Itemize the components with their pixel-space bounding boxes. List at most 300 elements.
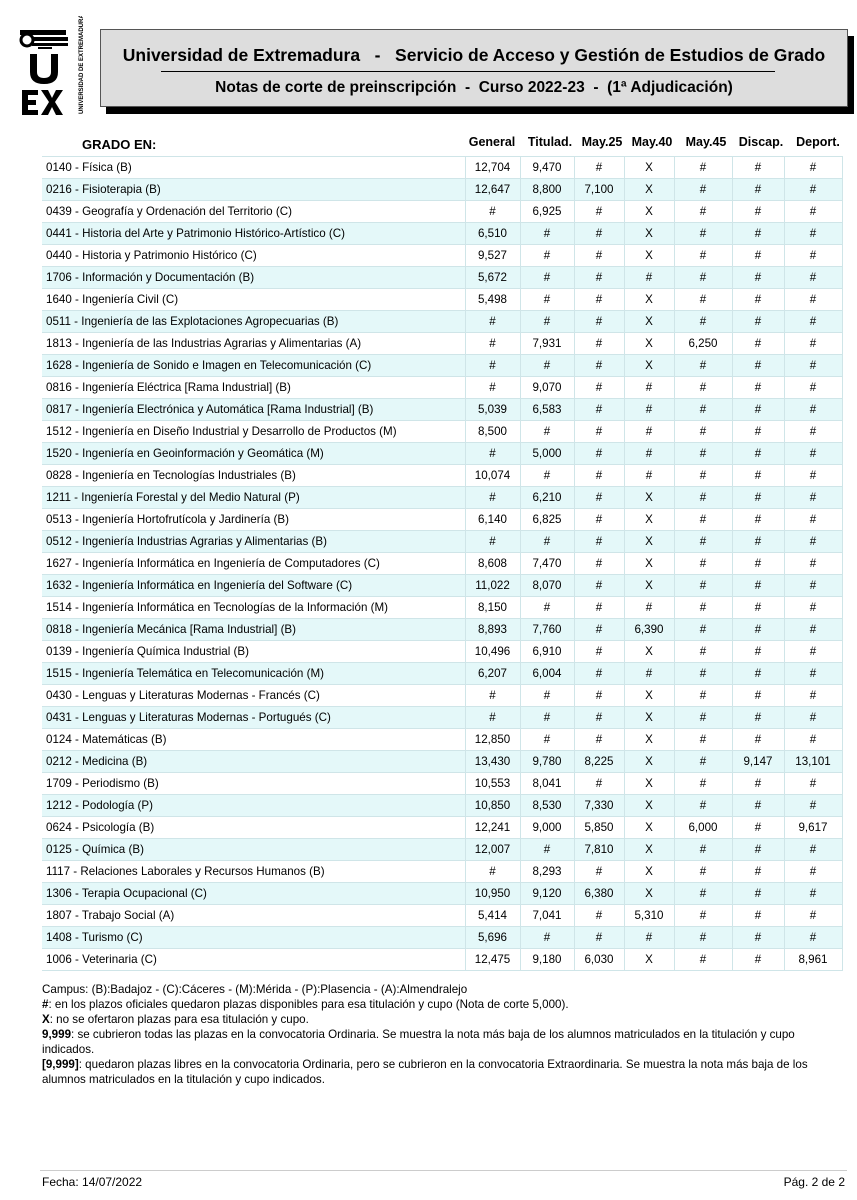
cutoff-cell: # (624, 399, 674, 421)
cutoff-cell: X (624, 861, 674, 883)
cutoff-cell: 6,000 (674, 817, 732, 839)
table-row (42, 685, 842, 707)
table-row (42, 311, 842, 333)
cutoff-cell: # (784, 927, 842, 949)
degree-name: 1512 - Ingeniería en Diseño Industrial y Desarrollo de Productos (M) (42, 421, 465, 443)
cutoff-cell: # (784, 311, 842, 333)
cutoff-cell: X (624, 311, 674, 333)
cutoff-cell: # (520, 685, 574, 707)
cutoff-cell: # (674, 685, 732, 707)
cutoff-cell: # (674, 641, 732, 663)
cutoff-cell: # (465, 685, 520, 707)
table-row (42, 707, 842, 729)
table-row (42, 289, 842, 311)
cutoff-cell: X (624, 553, 674, 575)
cutoff-cell: X (624, 883, 674, 905)
cutoff-cell: # (574, 663, 624, 685)
cutoff-cell: X (624, 839, 674, 861)
cutoff-cell: # (674, 861, 732, 883)
cutoff-cell: # (732, 729, 784, 751)
cutoff-cell: X (624, 949, 674, 971)
cutoff-cell: # (732, 685, 784, 707)
cutoff-cell: # (674, 421, 732, 443)
cutoff-cell: # (574, 267, 624, 289)
cutoff-cell: 12,850 (465, 729, 520, 751)
cutoff-cell: 8,530 (520, 795, 574, 817)
cutoff-cell: 5,414 (465, 905, 520, 927)
cutoff-cell: X (624, 289, 674, 311)
cutoff-cell: # (674, 355, 732, 377)
cutoff-cell: # (732, 333, 784, 355)
column-headers (42, 131, 846, 155)
cutoff-cell: # (732, 377, 784, 399)
table-row (42, 421, 842, 443)
cutoff-cell: # (624, 663, 674, 685)
cutoff-cell: # (784, 619, 842, 641)
cutoff-cell: # (574, 157, 624, 179)
legend-hash-key: # (42, 998, 49, 1011)
table-row (42, 333, 842, 355)
cutoff-cell: # (732, 861, 784, 883)
cutoff-cell: 6,030 (574, 949, 624, 971)
cutoff-cell: # (574, 333, 624, 355)
cutoff-cell: 10,950 (465, 883, 520, 905)
cutoff-cell: X (624, 157, 674, 179)
table-row (42, 245, 842, 267)
degree-name: 1632 - Ingeniería Informática en Ingeniería del Software (C) (42, 575, 465, 597)
cutoff-cell: # (784, 883, 842, 905)
cutoff-cell: 10,496 (465, 641, 520, 663)
cutoff-cell: # (574, 443, 624, 465)
cutoff-cell: # (465, 861, 520, 883)
cutoff-cell: # (732, 949, 784, 971)
table-row (42, 575, 842, 597)
cutoff-cell: # (674, 795, 732, 817)
cutoff-cell: 6,207 (465, 663, 520, 685)
cutoff-cell: # (574, 619, 624, 641)
cutoff-cell: # (574, 575, 624, 597)
table-row (42, 861, 842, 883)
cutoff-cell: # (624, 267, 674, 289)
cutoff-cell: X (624, 795, 674, 817)
cutoff-cell: 9,000 (520, 817, 574, 839)
cutoff-cell: 6,583 (520, 399, 574, 421)
degree-name: 0124 - Matemáticas (B) (42, 729, 465, 751)
cutoff-cell: 9,470 (520, 157, 574, 179)
cutoff-cell: # (465, 377, 520, 399)
col-general: General (468, 135, 516, 149)
cutoff-cell: # (784, 509, 842, 531)
cutoff-cell: # (520, 355, 574, 377)
cutoff-cell: # (674, 157, 732, 179)
cutoff-cell: # (624, 443, 674, 465)
cutoff-cell: 6,910 (520, 641, 574, 663)
degree-name: 0430 - Lenguas y Literaturas Modernas - Francés (C) (42, 685, 465, 707)
cutoff-cell: # (674, 949, 732, 971)
legend-x-text: : no se ofertaron plazas para esa titulación y cupo. (49, 1013, 309, 1026)
cutoff-cell: # (465, 443, 520, 465)
cutoff-cell: # (784, 289, 842, 311)
cutoff-cell: 6,390 (624, 619, 674, 641)
cutoff-cell: X (624, 575, 674, 597)
table-row (42, 751, 842, 773)
cutoff-cell: # (674, 839, 732, 861)
cutoff-cell: # (574, 553, 624, 575)
cutoff-cell: 9,780 (520, 751, 574, 773)
cutoff-cell: 9,147 (732, 751, 784, 773)
cutoff-cell: 11,022 (465, 575, 520, 597)
cutoff-cell: 5,310 (624, 905, 674, 927)
cutoff-cell: # (784, 201, 842, 223)
degree-name: 1514 - Ingeniería Informática en Tecnologías de la Información (M) (42, 597, 465, 619)
table-row (42, 355, 842, 377)
cutoff-cell: # (732, 575, 784, 597)
cutoff-cell: # (732, 443, 784, 465)
cutoff-cell: 10,850 (465, 795, 520, 817)
cutoff-cell: 12,704 (465, 157, 520, 179)
table-row (42, 465, 842, 487)
cutoff-cell: # (574, 641, 624, 663)
cutoff-cell: # (732, 421, 784, 443)
degree-name: 1709 - Periodismo (B) (42, 773, 465, 795)
degree-name: 0216 - Fisioterapia (B) (42, 179, 465, 201)
cutoff-cell: # (674, 663, 732, 685)
cutoff-cell: # (520, 421, 574, 443)
degree-name: 0440 - Historia y Patrimonio Histórico (C) (42, 245, 465, 267)
cutoff-cell: # (674, 311, 732, 333)
cutoff-cell: # (465, 201, 520, 223)
cutoff-cell: # (784, 795, 842, 817)
cutoff-cell: 6,004 (520, 663, 574, 685)
cutoff-cell: 8,150 (465, 597, 520, 619)
legend-x-key: X (42, 1013, 50, 1026)
cutoff-cell: # (732, 883, 784, 905)
cutoff-table (42, 156, 843, 971)
table-row (42, 839, 842, 861)
table-row (42, 487, 842, 509)
cutoff-cell: # (574, 245, 624, 267)
cutoff-cell: # (732, 201, 784, 223)
cutoff-cell: # (574, 487, 624, 509)
cutoff-cell: 6,925 (520, 201, 574, 223)
cutoff-cell: # (674, 399, 732, 421)
cutoff-cell: # (574, 707, 624, 729)
cutoff-cell: 6,510 (465, 223, 520, 245)
degree-name: 0125 - Química (B) (42, 839, 465, 861)
degree-name: 1706 - Información y Documentación (B) (42, 267, 465, 289)
cutoff-cell: # (674, 201, 732, 223)
cutoff-cell: 6,825 (520, 509, 574, 531)
cutoff-cell: # (784, 421, 842, 443)
table-row (42, 201, 842, 223)
cutoff-cell: # (574, 685, 624, 707)
cutoff-cell: 9,527 (465, 245, 520, 267)
cutoff-cell: # (674, 465, 732, 487)
table-row (42, 553, 842, 575)
cutoff-cell: # (520, 289, 574, 311)
logo-vertical-text (74, 16, 86, 116)
cutoff-cell: 8,893 (465, 619, 520, 641)
cutoff-cell: 7,810 (574, 839, 624, 861)
cutoff-cell: # (574, 465, 624, 487)
degree-name: 0511 - Ingeniería de las Explotaciones Agropecuarias (B) (42, 311, 465, 333)
table-row (42, 267, 842, 289)
col-titulad: Titulad. (527, 135, 573, 149)
cutoff-cell: # (784, 465, 842, 487)
degree-name: 1006 - Veterinaria (C) (42, 949, 465, 971)
cutoff-cell: # (674, 179, 732, 201)
cutoff-cell: 8,293 (520, 861, 574, 883)
cutoff-cell: # (732, 553, 784, 575)
cutoff-cell: # (465, 487, 520, 509)
cutoff-cell: # (574, 421, 624, 443)
legend-campus: Campus: (B):Badajoz - (C):Cáceres - (M):Mérida - (P):Plasencia - (A):Almendralejo (42, 983, 468, 996)
cutoff-cell: # (674, 267, 732, 289)
cutoff-cell: 7,100 (574, 179, 624, 201)
cutoff-cell: # (465, 311, 520, 333)
logo-vertical-label: UNIVERSIDAD DE EXTREMADURA (79, 16, 85, 114)
cutoff-cell: 8,070 (520, 575, 574, 597)
cutoff-cell: # (784, 179, 842, 201)
cutoff-cell: # (784, 729, 842, 751)
cutoff-cell: # (732, 795, 784, 817)
legend-number-text: : se cubrieron todas las plazas en la convocatoria Ordinaria. Se muestra la nota más baja de los alumnos matriculados en la titulación y cupo indicados. (42, 1028, 795, 1056)
cutoff-cell: # (784, 355, 842, 377)
degree-name: 1408 - Turismo (C) (42, 927, 465, 949)
footer-divider (40, 1170, 847, 1171)
cutoff-cell: 8,225 (574, 751, 624, 773)
degree-name: 0816 - Ingeniería Eléctrica [Rama Industrial] (B) (42, 377, 465, 399)
cutoff-cell: X (624, 487, 674, 509)
table-row (42, 773, 842, 795)
degree-name: 0513 - Ingeniería Hortofrutícola y Jardinería (B) (42, 509, 465, 531)
table-row (42, 531, 842, 553)
table-row (42, 817, 842, 839)
cutoff-cell: # (784, 641, 842, 663)
cutoff-cell: # (574, 289, 624, 311)
table-row (42, 377, 842, 399)
table-row (42, 641, 842, 663)
cutoff-cell: # (624, 597, 674, 619)
cutoff-cell: # (674, 773, 732, 795)
header-divider (161, 71, 775, 72)
cutoff-cell: # (674, 289, 732, 311)
cutoff-cell: # (674, 487, 732, 509)
degree-name: 1212 - Podología (P) (42, 795, 465, 817)
cutoff-cell: # (732, 773, 784, 795)
cutoff-cell: # (732, 465, 784, 487)
legend-hash (42, 997, 832, 1012)
degree-name: 0818 - Ingeniería Mecánica [Rama Industrial] (B) (42, 619, 465, 641)
degree-name: 0441 - Historia del Arte y Patrimonio Histórico-Artístico (C) (42, 223, 465, 245)
table-row (42, 509, 842, 531)
cutoff-cell: # (574, 773, 624, 795)
cutoff-cell: X (624, 685, 674, 707)
table-row (42, 663, 842, 685)
cutoff-cell: # (574, 377, 624, 399)
cutoff-cell: # (784, 443, 842, 465)
cutoff-cell: 7,760 (520, 619, 574, 641)
cutoff-cell: # (574, 597, 624, 619)
cutoff-cell: # (674, 619, 732, 641)
cutoff-cell: 8,041 (520, 773, 574, 795)
degree-name: 0828 - Ingeniería en Tecnologías Industriales (B) (42, 465, 465, 487)
cutoff-cell: # (784, 597, 842, 619)
table-row (42, 223, 842, 245)
col-grado: GRADO EN: (82, 137, 157, 152)
cutoff-cell: # (624, 927, 674, 949)
cutoff-cell: 5,696 (465, 927, 520, 949)
cutoff-cell: # (674, 905, 732, 927)
table-row (42, 399, 842, 421)
legend-hash-text: : en los plazos oficiales quedaron plazas disponibles para esa titulación y cupo (Nota de corte 5,000). (48, 998, 569, 1011)
cutoff-cell: # (732, 707, 784, 729)
table-row (42, 949, 842, 971)
cutoff-cell: # (574, 905, 624, 927)
cutoff-cell: X (624, 355, 674, 377)
degree-name: 0512 - Ingeniería Industrias Agrarias y Alimentarias (B) (42, 531, 465, 553)
cutoff-cell: # (674, 553, 732, 575)
cutoff-cell: # (520, 729, 574, 751)
degree-name: 1515 - Ingeniería Telemática en Telecomunicación (M) (42, 663, 465, 685)
degree-name: 1640 - Ingeniería Civil (C) (42, 289, 465, 311)
cutoff-cell: # (465, 707, 520, 729)
cutoff-cell: 8,961 (784, 949, 842, 971)
degree-name: 1807 - Trabajo Social (A) (42, 905, 465, 927)
cutoff-cell: 7,041 (520, 905, 574, 927)
cutoff-cell: # (674, 751, 732, 773)
cutoff-cell: 7,330 (574, 795, 624, 817)
cutoff-cell: # (574, 861, 624, 883)
degree-name: 1520 - Ingeniería en Geoinformación y Geomática (M) (42, 443, 465, 465)
cutoff-cell: # (520, 707, 574, 729)
degree-name: 0140 - Física (B) (42, 157, 465, 179)
cutoff-cell: X (624, 817, 674, 839)
table-row (42, 157, 842, 179)
cutoff-cell: # (732, 289, 784, 311)
cutoff-cell: # (732, 311, 784, 333)
table-row (42, 443, 842, 465)
cutoff-cell: 9,180 (520, 949, 574, 971)
degree-name: 0212 - Medicina (B) (42, 751, 465, 773)
cutoff-cell: X (624, 751, 674, 773)
cutoff-cell: X (624, 179, 674, 201)
legend-x (42, 1012, 832, 1027)
cutoff-cell: 12,241 (465, 817, 520, 839)
cutoff-cell: # (784, 399, 842, 421)
cutoff-cell: # (732, 641, 784, 663)
cutoff-cell: # (732, 597, 784, 619)
col-may40: May.40 (631, 135, 673, 149)
cutoff-cell: # (732, 509, 784, 531)
cutoff-cell: # (520, 531, 574, 553)
cutoff-cell: # (784, 223, 842, 245)
cutoff-cell: # (574, 355, 624, 377)
table-row (42, 927, 842, 949)
cutoff-cell: 6,380 (574, 883, 624, 905)
cutoff-cell: 5,850 (574, 817, 624, 839)
cutoff-cell: # (784, 245, 842, 267)
cutoff-cell: # (732, 399, 784, 421)
cutoff-cell: 10,553 (465, 773, 520, 795)
degree-name: 0431 - Lenguas y Literaturas Modernas - Portugués (C) (42, 707, 465, 729)
cutoff-cell: # (574, 399, 624, 421)
cutoff-cell: X (624, 201, 674, 223)
cutoff-cell: X (624, 531, 674, 553)
degree-name: 0817 - Ingeniería Electrónica y Automática [Rama Industrial] (B) (42, 399, 465, 421)
cutoff-cell: # (574, 311, 624, 333)
legend-bracket-text: : quedaron plazas libres en la convocatoria Ordinaria, pero se cubrieron en la convocatoria Extraordinaria. Se muestra la nota más baja de los alumnos matriculados en la titulación y cupo indicados. (42, 1058, 808, 1086)
cutoff-cell: 7,470 (520, 553, 574, 575)
cutoff-cell: X (624, 773, 674, 795)
degree-name: 1306 - Terapia Ocupacional (C) (42, 883, 465, 905)
cutoff-cell: 13,430 (465, 751, 520, 773)
cutoff-cell: # (732, 223, 784, 245)
cutoff-cell: # (674, 377, 732, 399)
cutoff-cell: # (674, 509, 732, 531)
cutoff-cell: # (674, 597, 732, 619)
cutoff-cell: # (574, 201, 624, 223)
cutoff-cell: X (624, 641, 674, 663)
cutoff-cell: # (732, 245, 784, 267)
cutoff-cell: # (784, 575, 842, 597)
cutoff-cell: # (784, 861, 842, 883)
cutoff-cell: 8,800 (520, 179, 574, 201)
page-header (100, 29, 848, 107)
cutoff-cell: # (674, 575, 732, 597)
cutoff-cell: # (732, 905, 784, 927)
cutoff-cell: # (520, 245, 574, 267)
cutoff-cell: # (674, 531, 732, 553)
degree-name: 0439 - Geografía y Ordenación del Territorio (C) (42, 201, 465, 223)
degree-name: 0139 - Ingeniería Química Industrial (B) (42, 641, 465, 663)
cutoff-cell: # (784, 707, 842, 729)
cutoff-cell: # (624, 465, 674, 487)
cutoff-cell: # (732, 663, 784, 685)
cutoff-cell: 12,475 (465, 949, 520, 971)
cutoff-cell: 8,500 (465, 421, 520, 443)
cutoff-cell: # (732, 817, 784, 839)
cutoff-cell: # (574, 223, 624, 245)
cutoff-cell: # (784, 531, 842, 553)
cutoff-cell: X (624, 729, 674, 751)
cutoff-cell: # (784, 377, 842, 399)
header-subtitle: Notas de corte de preinscripción - Curso 2022-23 - (1ª Adjudicación) (215, 79, 733, 96)
cutoff-cell: # (624, 377, 674, 399)
table-row (42, 597, 842, 619)
cutoff-cell: # (784, 487, 842, 509)
cutoff-cell: # (465, 355, 520, 377)
cutoff-cell: 6,250 (674, 333, 732, 355)
cutoff-cell: 8,608 (465, 553, 520, 575)
cutoff-cell: 6,210 (520, 487, 574, 509)
degree-name: 1627 - Ingeniería Informática en Ingeniería de Computadores (C) (42, 553, 465, 575)
cutoff-cell: # (674, 443, 732, 465)
cutoff-cell: # (732, 619, 784, 641)
cutoff-cell: # (732, 531, 784, 553)
cutoff-cell: # (674, 883, 732, 905)
cutoff-cell: X (624, 707, 674, 729)
cutoff-cell: 10,074 (465, 465, 520, 487)
cutoff-cell: # (784, 685, 842, 707)
cutoff-cell: # (732, 355, 784, 377)
cutoff-cell: # (674, 223, 732, 245)
degree-name: 0624 - Psicología (B) (42, 817, 465, 839)
table-row (42, 905, 842, 927)
col-discap: Discap. (738, 135, 784, 149)
page-number: Pág. 2 de 2 (783, 1175, 845, 1189)
cutoff-cell: # (520, 465, 574, 487)
